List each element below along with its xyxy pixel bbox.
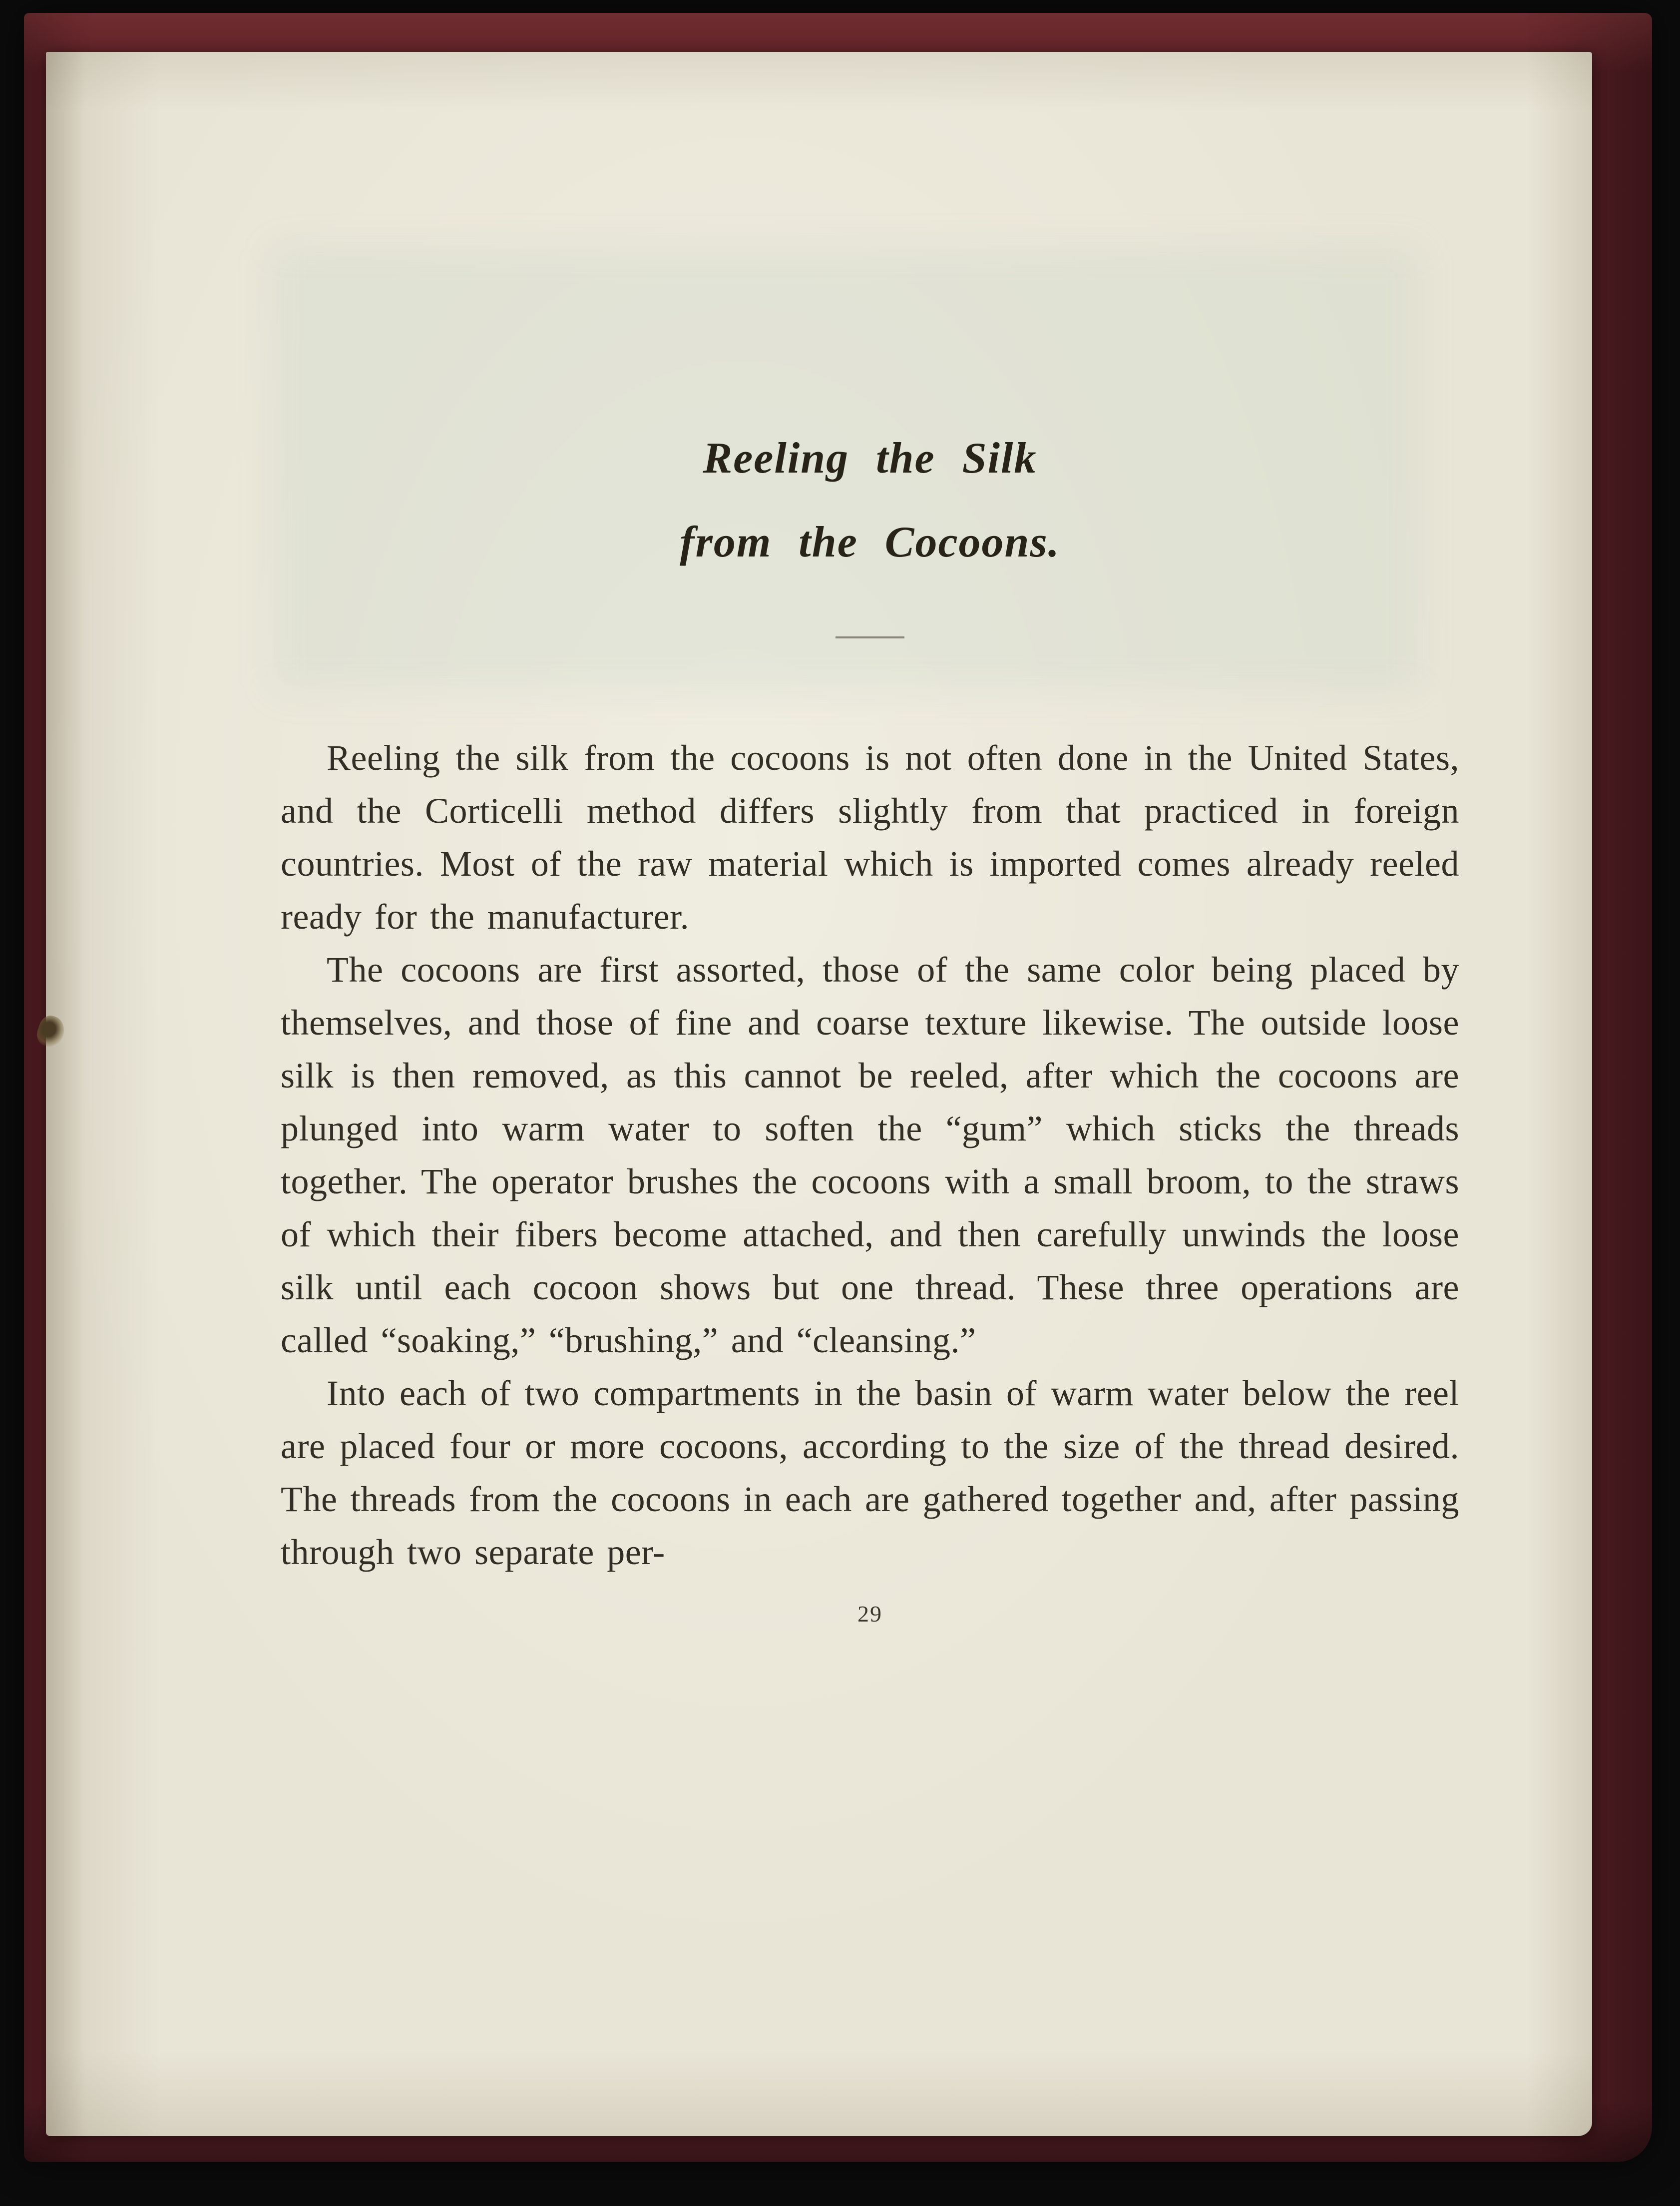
page-content xyxy=(281,417,1459,1627)
paragraph-1: Reeling the silk from the cocoons is not often done in the United States, and the Corticelli method differs slightly from that practiced in foreign countries. Most of the raw material which is imported comes already reeled ready for the manufacturer. xyxy=(281,738,1459,937)
title-line-1: Reeling the Silk xyxy=(703,434,1037,483)
page-number: 29 xyxy=(857,1601,882,1627)
book-page xyxy=(46,52,1592,2136)
title-divider xyxy=(836,636,904,638)
title-line-2: from the Cocoons. xyxy=(680,518,1060,566)
paragraph-2: The cocoons are first assorted, those of the same color being placed by themselves, and those of fine and coarse texture likewise. The outside loose silk is then removed, as this cannot be reeled, after which the cocoons are plunged into warm water to soften the “gum” which sticks the threads together. The operator brushes the cocoons with a small broom, to the straws of which their fibers become attached, and then carefully unwinds the loose silk until each cocoon shows but one thread. These three operations are called “soaking,” “brushing,” and “cleansing.” xyxy=(281,950,1459,1360)
body-text xyxy=(281,731,1459,1579)
paragraph-3: Into each of two compartments in the basin of warm water below the reel are placed four or more cocoons, according to the size of the thread desired. The threads from the cocoons in each are gathered together and, after passing through two separate per- xyxy=(281,1373,1459,1572)
page-title xyxy=(281,417,1459,584)
